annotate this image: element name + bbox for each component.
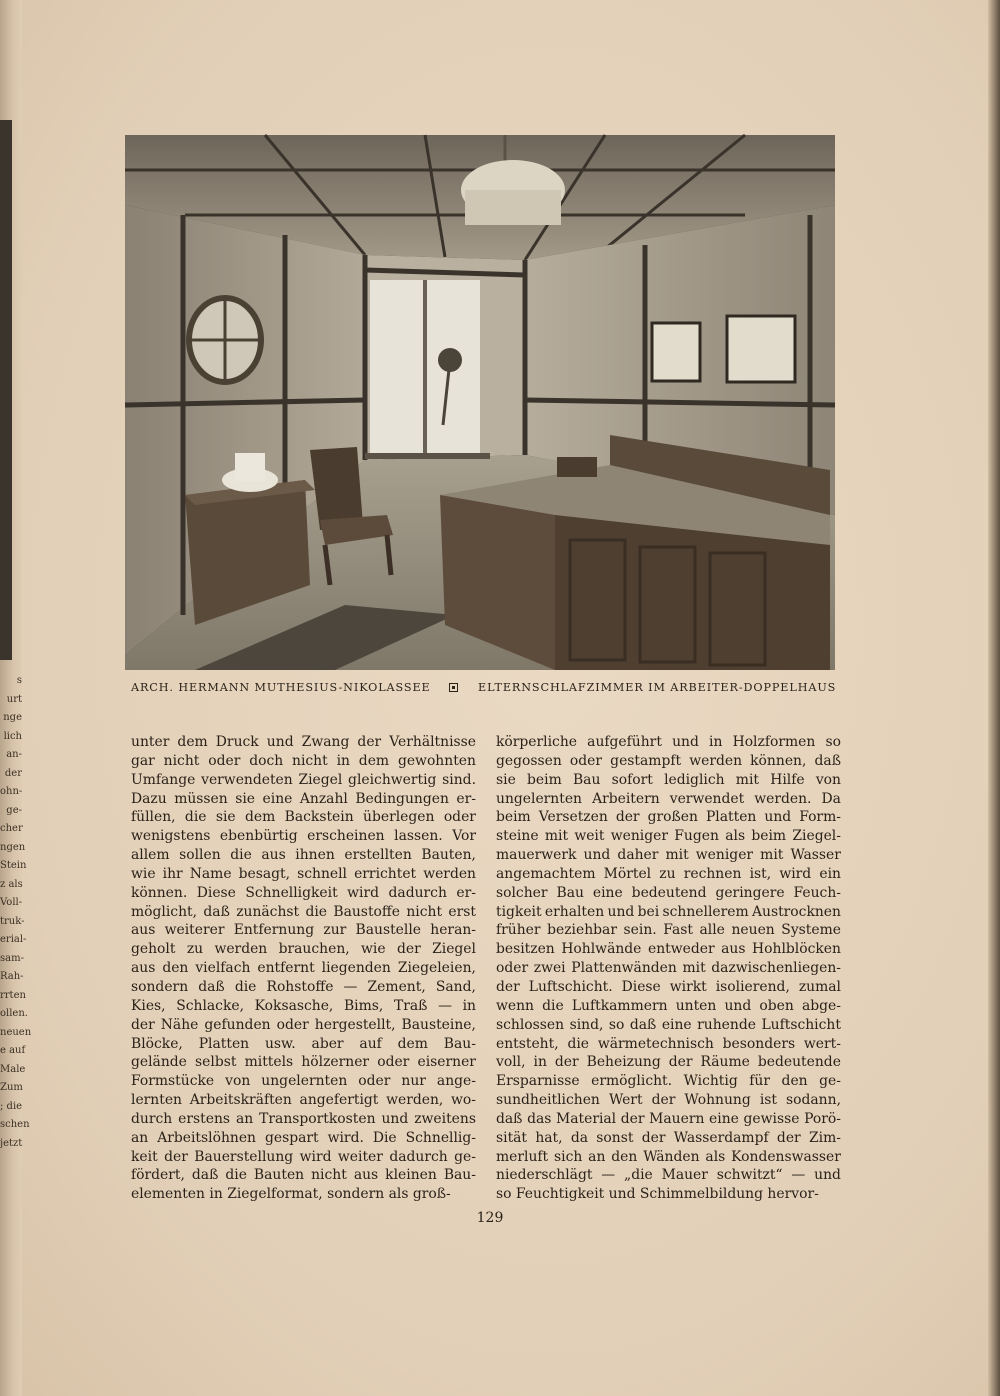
facing-page-fragment: s xyxy=(16,675,22,686)
bedroom-photograph xyxy=(125,135,835,670)
facing-page-fragment: sam- xyxy=(0,952,24,964)
facing-page-fragment: ngen xyxy=(0,841,26,853)
text-line: möglicht, daß zunächst die Baustoffe nicht erst xyxy=(131,903,476,920)
book-binding-edge xyxy=(988,0,1000,1396)
facing-page-fragment: jetzt xyxy=(0,1137,23,1149)
text-line: besitzen Hohlwände entweder aus Hohlblöcken xyxy=(496,941,841,958)
facing-page-fragment: nge xyxy=(3,712,22,723)
text-line: keit der Bauerstellung wird weiter dadurch ge- xyxy=(131,1148,476,1165)
text-column-right xyxy=(496,733,841,1204)
text-line: sität hat, da sonst der Wasserdampf der Zim- xyxy=(496,1129,841,1146)
text-line: früher beziehbar sein. Fast alle neuen Systeme xyxy=(496,922,841,939)
facing-page-fragment: truk- xyxy=(0,915,25,927)
facing-page-fragment: ge- xyxy=(6,804,22,816)
text-line: der Nähe gefunden oder hergestellt, Bausteine, xyxy=(131,1016,476,1033)
text-line: niederschlägt — „die Mauer schwitzt“ — und xyxy=(496,1167,841,1184)
text-line: mauerwerk und daher mit weniger mit Wasser xyxy=(496,847,841,864)
text-line: Dazu müssen sie eine Anzahl Bedingungen er- xyxy=(131,790,476,807)
facing-page-fragment: lich xyxy=(3,730,22,742)
text-line: Kies, Schlacke, Koksasche, Bims, Traß — in xyxy=(131,997,476,1014)
facing-page-fragment: ohn- xyxy=(0,786,23,797)
text-line: der Luftschicht. Diese wirkt isolierend, zumal xyxy=(496,978,841,995)
text-line: Blöcke, Platten usw. aber auf dem Bau- xyxy=(131,1035,476,1052)
text-line: entsteht, die wärmetechnisch besonders wert- xyxy=(496,1035,841,1052)
text-line: oder zwei Plattenwänden mit dazwischenliegen- xyxy=(496,960,841,977)
text-line: wenigstens ebenbürtig erscheinen lassen. Vor xyxy=(131,828,476,845)
text-line: körperliche aufgeführt und in Holzformen so xyxy=(496,734,841,750)
text-line: merluft sich an den Wänden als Kondenswasser xyxy=(496,1148,841,1165)
facing-page-fragment: urt xyxy=(6,693,22,705)
caption-separator-icon xyxy=(449,683,458,692)
text-line: füllen, die sie dem Backstein überlegen oder xyxy=(131,809,476,826)
text-line: aus weiterer Entfernung zur Baustelle heran- xyxy=(131,922,476,939)
text-line: können. Diese Schnelligkeit wird dadurch er- xyxy=(131,884,476,901)
text-line: gar nicht oder doch nicht in dem gewohnten xyxy=(131,752,476,769)
text-line: steine mit weit weniger Fugen als beim Ziegel- xyxy=(496,828,841,845)
text-line: aus den vielfach entfernt liegenden Ziegeleien, xyxy=(131,960,476,977)
facing-page-fragment: neuen xyxy=(0,1026,32,1038)
facing-page-fragment: ollen. xyxy=(0,1008,28,1019)
facing-page-fragment: ; die xyxy=(0,1100,23,1112)
facing-page-text-fragments xyxy=(0,672,32,1153)
facing-page-fragment: Rah- xyxy=(0,971,24,982)
facing-page-fragment: Zum xyxy=(0,1082,23,1093)
text-line: solcher Bau eine bedeutend geringere Feuch- xyxy=(496,884,841,901)
text-line: ungelernten Arbeitern verwendet werden. Da xyxy=(496,790,841,807)
text-line: tigkeit erhalten und bei schnellerem Austrocknen xyxy=(496,903,841,920)
caption-room-title: ELTERNSCHLAFZIMMER IM ARBEITER-DOPPELHAUS xyxy=(478,681,837,694)
text-line: sie beim Bau sofort lediglich mit Hilfe von xyxy=(496,771,841,788)
text-line: Umfange verwendeten Ziegel gleichwertig sind. xyxy=(131,771,476,788)
text-column-left xyxy=(131,733,476,1204)
text-line: lernten Arbeitskräften angefertigt werden, wo- xyxy=(131,1092,476,1109)
text-line: voll, in der Beheizung der Räume bedeutende xyxy=(496,1054,841,1071)
text-line: fördert, daß die Bauten nicht aus kleinen Bau- xyxy=(131,1167,476,1184)
facing-page-fragment: Stein xyxy=(0,860,27,871)
photo-caption xyxy=(131,681,841,697)
text-line: Formstücke von ungelernten oder nur ange- xyxy=(131,1073,476,1090)
text-line: sondern daß die Rohstoffe — Zement, Sand, xyxy=(131,978,476,995)
facing-page-fragment: Voll- xyxy=(0,897,23,908)
text-line: schlossen sind, so daß eine ruhende Luftschicht xyxy=(496,1016,841,1033)
text-line: wie ihr Name besagt, schnell errichtet werden xyxy=(131,865,476,882)
bedroom-photo-illustration xyxy=(125,135,835,670)
text-line: daß das Material der Mauern eine gewisse Porö- xyxy=(496,1110,841,1127)
text-line: elementen in Ziegelformat, sondern als groß- xyxy=(131,1186,451,1203)
facing-page-fragment: schen xyxy=(0,1119,30,1130)
text-line: beim Versetzen der großen Platten und Form- xyxy=(496,809,841,826)
text-line: an Arbeitslöhnen gespart wird. Die Schnellig- xyxy=(131,1129,476,1146)
text-line: gelände selbst mittels hölzerner oder eiserner xyxy=(131,1054,476,1071)
facing-page-fragment: e auf xyxy=(0,1045,26,1056)
facing-page-fragment: der xyxy=(4,767,22,779)
text-line: durch erstens an Transportkosten und zweitens xyxy=(131,1110,476,1127)
text-line: so Feuchtigkeit und Schimmelbildung hervor- xyxy=(496,1186,819,1203)
text-line: Ersparnisse ermöglicht. Wichtig für den ge- xyxy=(496,1073,841,1090)
text-line: sundheitlichen Wert der Wohnung ist sodann, xyxy=(496,1092,841,1109)
text-line: wenn die Luftkammern unten und oben abge- xyxy=(496,997,841,1014)
facing-page-fragment: rrten xyxy=(0,989,26,1001)
text-line: geholt zu werden brauchen, wie der Ziegel xyxy=(131,941,476,958)
facing-page-image-edge xyxy=(0,120,12,660)
facing-page-fragment: z als xyxy=(0,878,23,890)
text-line: gegossen oder gestampft werden können, daß xyxy=(496,752,841,769)
text-line: unter dem Druck und Zwang der Verhältnisse xyxy=(131,734,476,750)
page-number: 129 xyxy=(476,1210,504,1226)
text-line: angemachtem Mörtel zu rechnen ist, wird ein xyxy=(496,865,841,882)
facing-page-fragment: Male xyxy=(0,1063,26,1075)
caption-architect: ARCH. HERMANN MUTHESIUS-NIKOLASSEE xyxy=(131,681,431,694)
facing-page-fragment: erial- xyxy=(0,934,27,945)
text-line: allem sollen die aus ihnen erstellten Bauten, xyxy=(131,847,476,864)
facing-page-fragment: an- xyxy=(6,749,22,760)
facing-page-fragment: cher xyxy=(0,823,23,834)
